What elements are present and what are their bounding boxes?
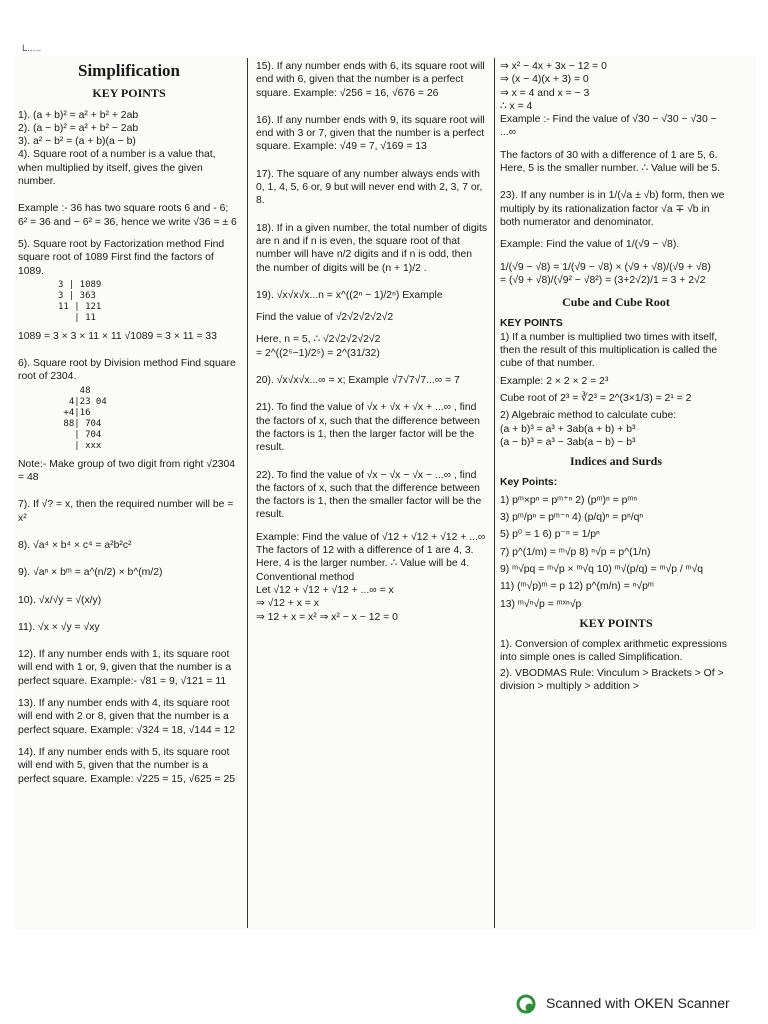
list-item: 1) If a number is multiplied two times with itself, then the result of this multiplication is called the cube of that number. <box>500 331 718 370</box>
list-item: 2). (a − b)² = a² + b² − 2ab <box>18 122 139 134</box>
column-3 <box>500 60 732 693</box>
list-item: The factors of 30 with a difference of 1 are 5, 6. Here, 5 is the smaller number. ∴ Value will be 5. <box>500 149 721 175</box>
list-item: ⇒ (x − 4)(x + 3) = 0 <box>500 74 589 86</box>
list-item: Key Points: <box>500 477 558 489</box>
list-item: 20). √x√x√x...∞ = x; Example √7√7√7...∞ = 7 <box>256 375 460 387</box>
list-item: KEY POINTS <box>500 318 563 330</box>
list-item: 1) pᵐ×pⁿ = pᵐ⁺ⁿ 2) (pᵐ)ⁿ = pᵐⁿ <box>500 494 638 506</box>
column-divider <box>247 58 248 928</box>
list-item: = (√9 + √8)/(√9² − √8²) = (3+2√2)/1 = 3 + 2√2 <box>500 274 706 286</box>
list-item: 10). √x/√y = √(x/y) <box>18 594 102 606</box>
list-item: 18). If in a given number, the total number of digits are n and if n is even, the square root of that number will have n/2 digits and if n is odd, then the number of digits will be (n + 1)/2 . <box>256 222 488 274</box>
list-item: Find the value of √2√2√2√2√2 <box>256 312 394 324</box>
list-item: 11). √x × √y = √xy <box>18 621 100 633</box>
list-item: 19). √x√x√x...n = x^((2ⁿ − 1)/2ⁿ) Example <box>256 289 443 301</box>
column-1 <box>18 60 240 795</box>
list-item: 13) ᵐ√ⁿ√p = ᵐˣⁿ√p <box>500 598 582 610</box>
list-item: Example: 2 × 2 × 2 = 2³ <box>500 375 609 387</box>
list-item: 3) pᵐ/pⁿ = pᵐ⁻ⁿ 4) (p/q)ⁿ = pⁿ/qⁿ <box>500 512 644 524</box>
scanner-watermark: Scanned with OKEN Scanner <box>546 995 730 1011</box>
list-item: ⇒ √12 + x = x <box>256 598 319 610</box>
list-item: 21). To find the value of √x + √x + √x + ...∞ , find the factors of x, such that the difference between the factors is 1, then the larger factor will be the result. <box>256 402 480 454</box>
page-title: Simplification <box>77 61 180 80</box>
list-item: 15). If any number ends with 6, its square root will end with 6, given that the number is a perfect square. Example: √256 = 16, √676 = 26 <box>256 61 485 99</box>
list-item: 5) p⁰ = 1 6) p⁻ⁿ = 1/pⁿ <box>500 529 600 541</box>
list-item: = 2^((2⁵−1)/2⁵) = 2^(31/32) <box>256 347 380 359</box>
column-2 <box>256 60 488 624</box>
list-item: Example :- Find the value of √30 − √30 − √30 − ...∞ <box>500 114 717 139</box>
cube-heading: Cube and Cube Root <box>562 295 670 310</box>
list-item: Note:- Make group of two digit from right √2304 = 48 <box>18 458 236 484</box>
list-item: 4). Square root of a number is a value that, when multiplied by itself, gives the given number. <box>18 149 216 188</box>
list-item: Let √12 + √12 + √12 + ...∞ = x <box>256 584 394 596</box>
key-points-heading: KEY POINTS <box>579 615 653 630</box>
list-item: 17). The square of any number always ends with 0, 1, 4, 5, 6 or, 9 but will never end with 2, 3, 7 or, 8. <box>256 168 483 207</box>
list-item: 14). If any number ends with 5, its square root will end with 5, given that the number is a perfect square. Example: √225 = 15, √625 = 25 <box>18 746 236 785</box>
list-item: 7). If √? = x, then the required number will be = x² <box>18 499 234 524</box>
list-item: 2) Algebraic method to calculate cube: <box>500 410 677 422</box>
list-item: Cube root of 2³ = ∛2³ = 2^(3×1/3) = 2¹ = 2 <box>500 392 692 404</box>
list-item: 5). Square root by Factorization method Find square root of 1089 First find the factors of 1089. <box>18 238 225 277</box>
list-item: ⇒ 12 + x = x² ⇒ x² − x − 12 = 0 <box>256 611 398 623</box>
list-item: (a − b)³ = a³ − 3ab(a − b) − b³ <box>500 436 636 448</box>
list-item: The factors of 12 with a difference of 1 are 4, 3. Here, 4 is the larger number. ∴ Value will be 4. <box>256 545 474 570</box>
indices-heading: Indices and Surds <box>569 454 663 469</box>
list-item: 9) ᵐ√pq = ᵐ√p × ᵐ√q 10) ᵐ√(p/q) = ᵐ√p / ᵐ√q <box>500 563 704 575</box>
factor-table: 3 | 1089 3 | 363 11 | 121 | 11 <box>58 279 102 323</box>
list-item: 16). If any number ends with 9, its square root will end with 3 or 7, given that the number is a perfect square. Example: √49 = 7, √169 = 13 <box>256 114 485 153</box>
list-item: 3). a² − b² = (a + b)(a − b) <box>18 136 136 148</box>
list-item: 1089 = 3 × 3 × 11 × 11 √1089 = 3 × 11 = 33 <box>18 330 217 342</box>
list-item: 6). Square root by Division method Find square root of 2304. <box>18 358 236 383</box>
list-item: Example :- 36 has two square roots 6 and - 6; 6² = 36 and − 6² = 36, hence we write √36 = ± 6 <box>18 203 237 228</box>
list-item: Example: Find the value of √12 + √12 + √12 + ...∞ <box>256 531 486 543</box>
key-points-heading: KEY POINTS <box>92 86 166 101</box>
list-item: 7) p^(1/m) = ᵐ√p 8) ⁿ√p = p^(1/n) <box>500 546 651 558</box>
division-table: 48 4|23 04 +4|16 88| 704 | 704 | xxx <box>63 385 107 451</box>
list-item: 9). √aⁿ × bᵐ = a^(n/2) × b^(m/2) <box>18 567 163 579</box>
list-item: 23). If any number is in 1/(√a ± √b) form, then we multiply by its rationalization factor √a ∓ √b in both numerator and denominator. <box>500 190 725 228</box>
list-item: Here, n = 5, ∴ √2√2√2√2√2 <box>256 334 381 346</box>
list-item: 1). (a + b)² = a² + b² + 2ab <box>18 109 139 121</box>
list-item: 1). Conversion of complex arithmetic expressions into simple ones is called Simplification. <box>500 639 727 664</box>
list-item: 13). If any number ends with 4, its square root will end with 2 or 8, given that the number is a perfect square. Example: √324 = 18, √144 = 12 <box>18 698 236 736</box>
list-item: ∴ x = 4 <box>500 100 533 112</box>
list-item: Conventional method <box>256 571 355 583</box>
top-mark: L..... <box>22 44 42 54</box>
list-item: 11) (ᵐ√p)ᵐ = p 12) p^(m/n) = ⁿ√pᵐ <box>500 581 654 593</box>
list-item: 1/(√9 − √8) = 1/(√9 − √8) × (√9 + √8)/(√9 + √8) <box>500 261 711 273</box>
column-divider <box>494 58 495 928</box>
list-item: 22). To find the value of √x − √x − √x − ...∞ , find the factors of x, such that the difference between the factors is 1, then the smaller factor will be the result. <box>256 469 482 521</box>
list-item: (a + b)³ = a³ + 3ab(a + b) + b³ <box>500 423 636 435</box>
list-item: Example: Find the value of 1/(√9 − √8). <box>500 239 680 251</box>
list-item: 2). VBODMAS Rule: Vinculum > Brackets > Of > division > multiply > addition > <box>500 667 724 692</box>
list-item: ⇒ x = 4 and x = − 3 <box>500 87 590 99</box>
list-item: 12). If any number ends with 1, its square root will end with 1 or, 9, given that the number is a perfect square. Example:- √81 = 9, √121 = 11 <box>18 649 232 687</box>
list-item: 8). √a⁴ × b⁴ × c⁴ = a²b²c² <box>18 539 132 551</box>
list-item: ⇒ x² − 4x + 3x − 12 = 0 <box>500 61 607 72</box>
oken-scanner-logo-icon <box>516 994 536 1014</box>
